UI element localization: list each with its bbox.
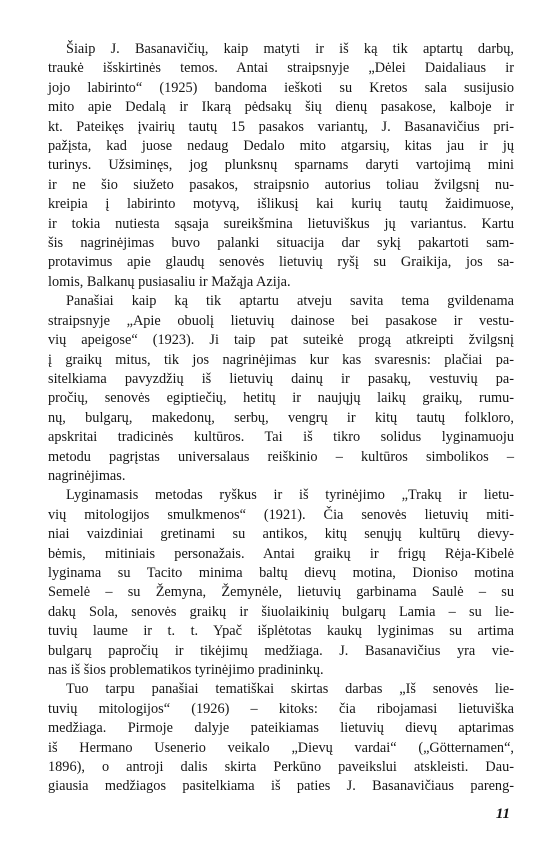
text-line: apskritai tradicinės kultūros. Tai iš tikro solidus lyginamuoju	[48, 429, 514, 446]
text-line: giausia medžiagos pasitelkiama iš paties J. Basanavičiaus pareng-	[48, 778, 514, 795]
text-line: bulgarų papročių ir tikėjimų medžiaga. J. Basanavičius yra vie-	[48, 642, 514, 659]
text-line: Šiaip J. Basanavičių, kaip matyti ir iš ką tik aptartų darbų,	[66, 41, 514, 57]
page-number: 11	[495, 806, 510, 822]
text-line: bėmis, mitiniais personažais. Antai graikų ir frigų Rėja-Kibelė	[48, 545, 514, 562]
text-line: šis nagrinėjimas buvo palanki situacija dar sykį pakartoti sam-	[48, 235, 514, 252]
text-line: Semelė – su Žemyna, Žemynėle, lietuvių garbinama Saulė – su	[48, 584, 514, 601]
paragraph-1	[48, 40, 514, 292]
text-line: Panašiai kaip ką tik aptartu atveju savita tema gvildenama	[66, 293, 514, 310]
text-line: nas iš šios problematikos tyrinėjimo pradininkų.	[48, 662, 324, 678]
text-line: mito apie Dedalą ir Ikarą pėdsakų šių dienų pasakose, kalboje ir	[48, 99, 514, 116]
text-line: kt. Pateikęs įvairių tautų 15 pasakos variantų, J. Basanavičius pri-	[48, 118, 514, 135]
text-line: tuvių mitologijos“ (1926) – kitoks: čia ribojamasi lietuviška	[48, 700, 514, 717]
text-line: lyginama su Tacito minima baltų dievų motina, Dioniso motina	[48, 564, 514, 581]
text-line: vių mitologijos smulkmenos“ (1921). Čia senovės lietuvių miti-	[48, 506, 514, 523]
paragraph-2	[48, 292, 514, 486]
text-line: į graikų mitus, tik jos nagrinėjimas kur kas svaresnis: plačiai pa-	[48, 351, 514, 368]
text-line: nų, bulgarų, makedonų, serbų, vengrų ir kitų tautų folkloro,	[48, 409, 514, 426]
text-line: straipsnyje „Apie obuolį lietuvių dainose bei pasakose ir vestu-	[48, 312, 514, 329]
text-line: 1896), o antroji dalis skirta Perkūno paveikslui atskleisti. Dau-	[48, 759, 514, 776]
text-line: pročių, senovės egiptiečių, hetitų ir naujųjų laikų graikų, rumu-	[48, 390, 514, 407]
text-line: niai vaizdiniai gretinami su antikos, kitų senųjų kultūrų dievy-	[48, 526, 514, 543]
text-line: iš Hermano Usenerio veikalo „Dievų vardai“ („Götternamen“,	[48, 739, 514, 756]
text-line: metodu pagrįstas universalaus reiškinio – kultūros simbolikos –	[48, 448, 514, 465]
text-line: medžiaga. Pirmoje dalyje pateikiamas lietuvių dievų aptarimas	[48, 720, 514, 737]
paragraph-3	[48, 486, 514, 680]
text-line: ir tokia nutiesta sąsaja sureikšmina lietuviškus jų variantus. Kartu	[48, 215, 514, 232]
paragraph-4	[48, 680, 514, 796]
text-line: dakų Sola, senovės graikų ir šiuolaikinių bulgarų Lamia – su lie-	[48, 603, 514, 620]
text-line: sitelkiama pavyzdžių iš lietuvių dainų ir pasakų, vestuvių pa-	[48, 370, 514, 387]
text-line: Lyginamasis metodas ryškus ir iš tyrinėjimo „Trakų ir lietu-	[66, 487, 514, 504]
text-line: turinys. Užsiminęs, jog plunksnų sparnams daryti vartojimą mini	[48, 157, 514, 174]
page-body	[48, 40, 514, 797]
text-line: Tuo tarpu panašiai tematiškai skirtas darbas „Iš senovės lie-	[66, 681, 514, 698]
text-line: kreipia į labirinto motyvą, išlikusį kai kurių tautų žaidimuose,	[48, 196, 514, 213]
text-line: lomis, Balkanų pusiasaliu ir Mažąja Azija.	[48, 273, 291, 290]
text-line: vių apeigose“ (1923). Ji taip pat suteikė progą atkreipti žvilgsnį	[48, 332, 514, 349]
text-line: pažįsta, kad juose nedaug Dedalo mito atgarsių, kitas jau ir jų	[48, 138, 514, 155]
text-line: traukė išskirtinės temos. Antai straipsnyje „Dėlei Daidaliaus ir	[48, 60, 514, 77]
text-line: nagrinėjimas.	[48, 467, 126, 484]
text-line: jojo labirinto“ (1925) bandoma ieškoti su Kretos sala susijusio	[48, 79, 514, 96]
text-line: tuvių laume ir t. t. Ypač išplėtotas kaukų lyginimas su artima	[48, 623, 514, 640]
text-line: ir ne šio siužeto pasakos, straipsnio autorius toliau žvilgsnį nu-	[48, 176, 514, 193]
text-line: protavimus apie glaudų senovės lietuvių ryšį su Graikija, jos sa-	[48, 254, 514, 271]
